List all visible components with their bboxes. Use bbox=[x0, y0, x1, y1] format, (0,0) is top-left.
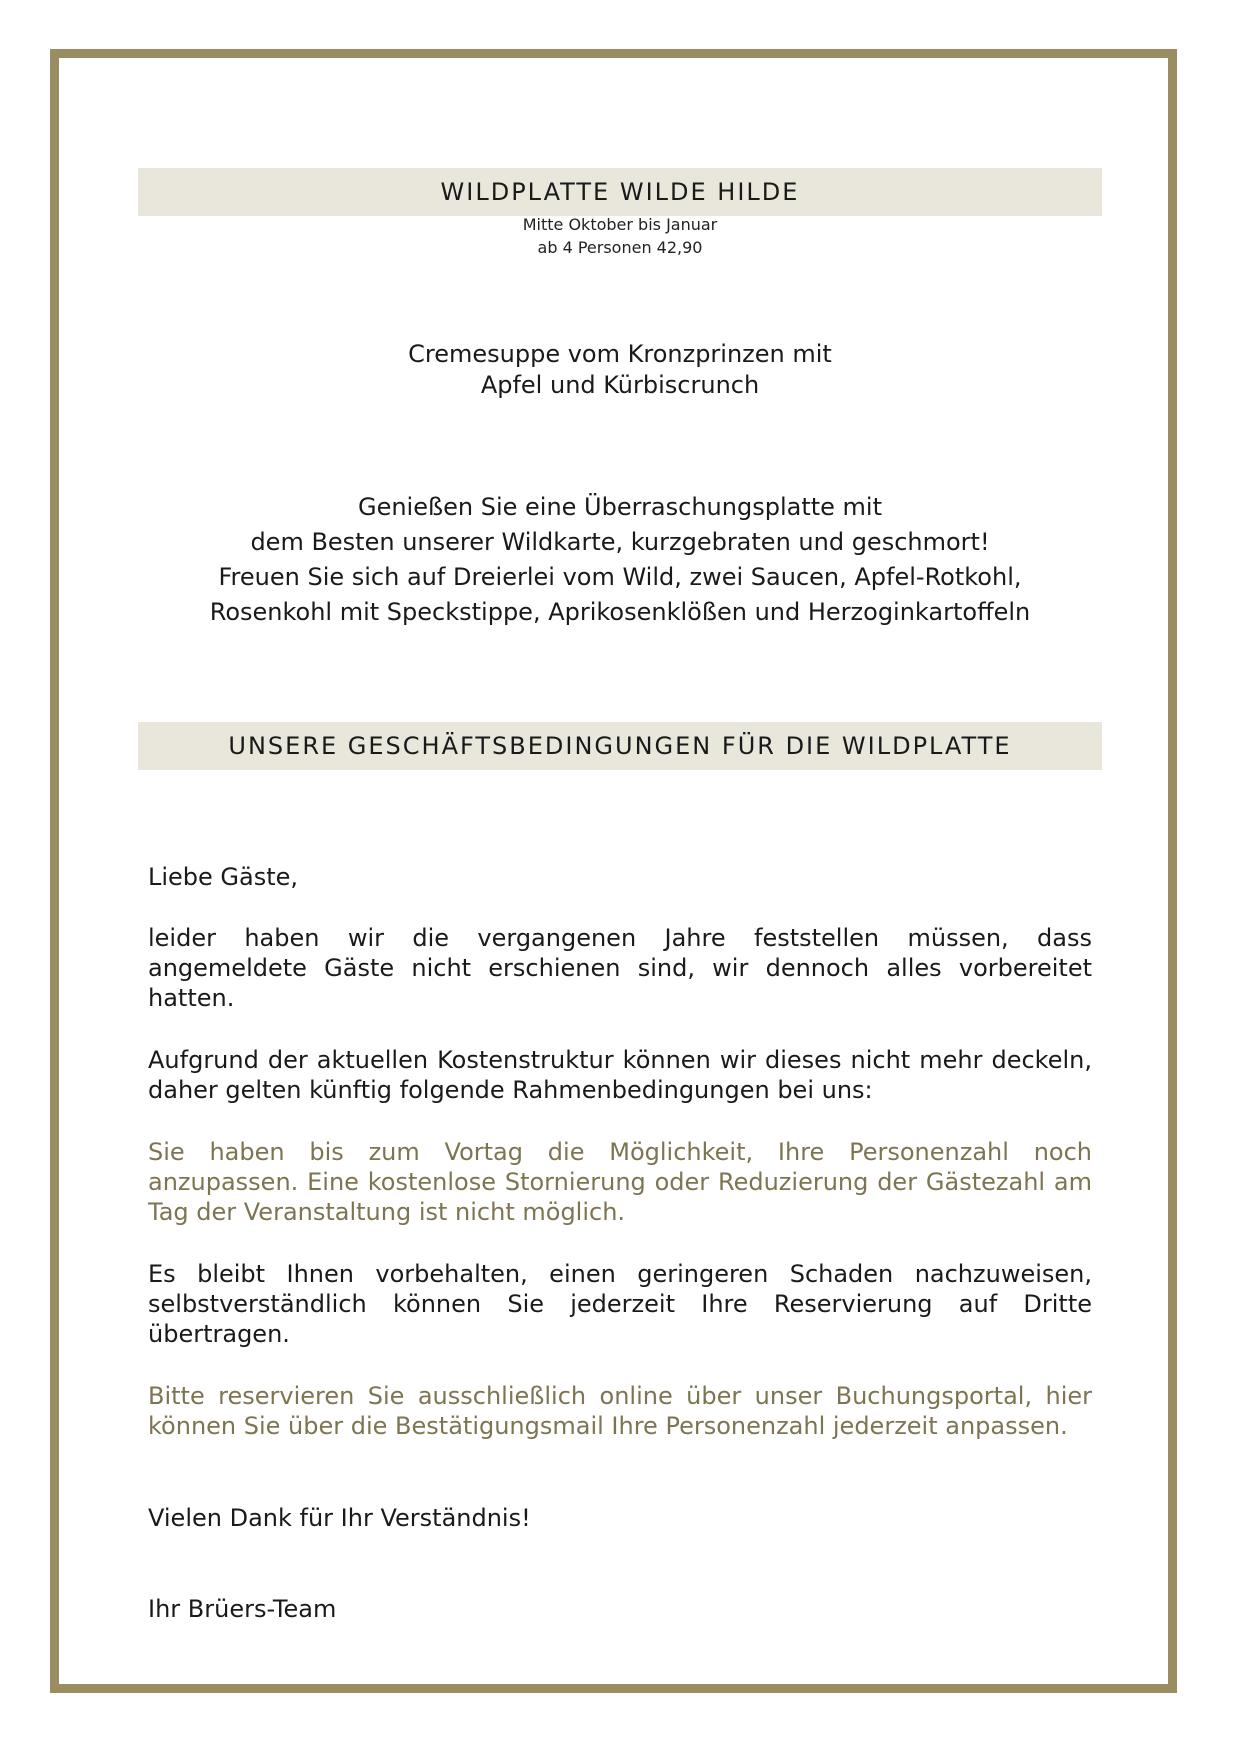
price-line: ab 4 Personen 42,90 bbox=[537, 238, 703, 257]
letter-thanks: Vielen Dank für Ihr Verständnis! bbox=[148, 1504, 531, 1532]
letter-paragraph-5: Bitte reservieren Sie ausschließlich online über unser Buchungsportal, hier können Sie über die Bestätigungsmail Ihre Personenzahl jederzeit anpassen. bbox=[148, 1382, 1092, 1440]
platter-line-2: dem Besten unserer Wildkarte, kurzgebraten und geschmort! bbox=[250, 528, 990, 556]
letter-greeting: Liebe Gäste, bbox=[148, 863, 299, 891]
soup-line-1: Cremesuppe vom Kronzprinzen mit bbox=[408, 340, 832, 368]
letter-signature: Ihr Brüers-Team bbox=[148, 1595, 337, 1623]
soup-description bbox=[138, 339, 1102, 401]
platter-line-4: Rosenkohl mit Speckstippe, Aprikosenklößen und Herzoginkartoffeln bbox=[209, 598, 1031, 626]
platter-description bbox=[138, 490, 1102, 630]
wildplatte-title: WILDPLATTE WILDE HILDE bbox=[440, 178, 800, 206]
platter-line-3: Freuen Sie sich auf Dreierlei vom Wild, zwei Saucen, Apfel-Rotkohl, bbox=[218, 563, 1022, 591]
wildplatte-meta bbox=[138, 213, 1102, 259]
letter-paragraph-3: Sie haben bis zum Vortag die Möglichkeit, Ihre Personenzahl noch anzupassen. Eine kostenlose Stornierung oder Reduzierung der Gästezahl am Tag der Veranstaltung ist nicht möglich. bbox=[148, 1138, 1092, 1226]
letter-paragraph-2: Aufgrund der aktuellen Kostenstruktur können wir dieses nicht mehr deckeln, daher gelten künftig folgende Rahmenbedingungen bei uns: bbox=[148, 1046, 1092, 1104]
section-title-conditions bbox=[138, 722, 1102, 770]
season-period: Mitte Oktober bis Januar bbox=[522, 215, 718, 234]
letter-paragraph-1: leider haben wir die vergangenen Jahre feststellen müssen, dass angemeldete Gäste nicht erschienen sind, wir dennoch alles vorbereitet hatten. bbox=[148, 924, 1092, 1012]
soup-line-2: Apfel und Kürbiscrunch bbox=[480, 371, 760, 399]
letter-paragraph-4: Es bleibt Ihnen vorbehalten, einen geringeren Schaden nachzuweisen, selbstverständlich können Sie jederzeit Ihre Reservierung auf Dritte übertragen. bbox=[148, 1260, 1092, 1348]
section-title-wildplatte bbox=[138, 168, 1102, 216]
conditions-title: UNSERE GESCHÄFTSBEDINGUNGEN FÜR DIE WILDPLATTE bbox=[228, 732, 1012, 760]
platter-line-1: Genießen Sie eine Überraschungsplatte mit bbox=[357, 493, 882, 521]
